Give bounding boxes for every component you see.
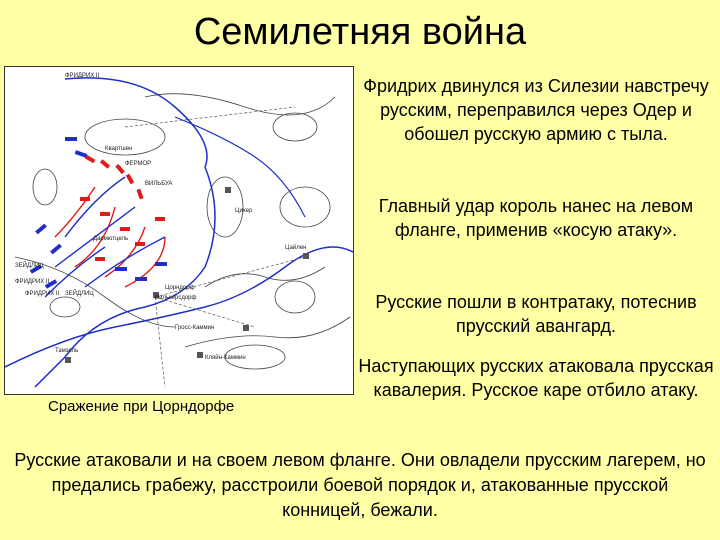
paragraph-2: Главный удар король нанес на левом фланге, применив «косую атаку». [378,196,694,240]
label-vilbua: ВИЛЬБУА [145,181,173,187]
label-zeydlits-2: ЗЕЙДЛИЦ [65,291,94,297]
paragraph-3: Русские пошли в контратаку, потеснив прусский авангард. [375,292,697,336]
label-gross-kammin: Гросс-Каммин [175,325,215,331]
prussian-route [35,78,215,387]
label-fridrich-top: ФРИДРИХ II [65,73,100,79]
prussian-troops [30,137,167,289]
label-zicher: Цихер [235,208,253,214]
label-zorndorf: Цорндорф [165,285,195,291]
label-zeydlits: ЗЕЙДЛИЦ [15,263,44,269]
paragraph-4: Наступающих русских атаковала прусская кавалерия. Русское каре отбило атаку. [358,356,714,400]
battle-map [4,66,354,395]
slide-title: Семилетняя война [193,11,527,53]
label-klein-kammin: Кляйн-Каммин [205,355,246,361]
label-vilkersdorf: Вилькерсдорф [155,295,197,301]
prussian-route-east [175,117,305,217]
paragraph-1: Фридрих двинулся из Силезии навстречу русским, переправился через Одер и обошел русскую армию с тыла. [363,76,709,144]
label-darmyuttsel: Дармютцель [93,236,129,242]
map-caption: Сражение при Цорндорфе [48,398,235,415]
bottom-paragraph: Русские атаковали и на своем левом фланге. Они овладели прусским лагерем, но предались грабежу, расстроили боевой порядок и, атакованные прусской конницей, бежали. [14,450,706,520]
label-fridrich-west: ФРИДРИХ II [15,279,50,285]
label-fermor: ФЕРМОР [125,161,152,167]
label-kvartshen: Квартшен [105,146,133,152]
russian-troops [80,155,165,261]
roads [125,107,305,387]
label-tsaylen: Цайлен [285,245,307,251]
label-tamzel: Тамзель [55,348,79,354]
battle-map-drawing [5,67,353,394]
label-fridrich-sw: ФРИДРИХ II [25,291,60,297]
